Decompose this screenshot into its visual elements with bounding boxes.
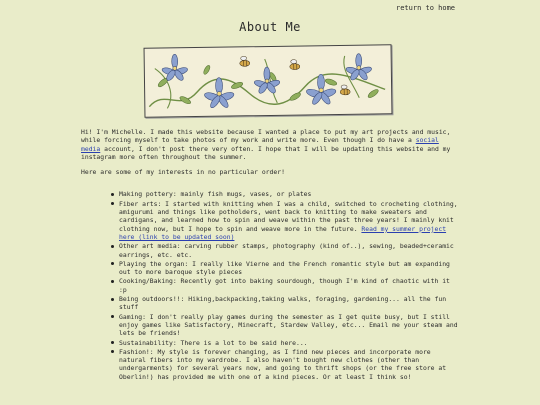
summer-project-link[interactable]: Read my summer project here (link to be updated soon) (119, 224, 447, 241)
list-item-fiber-arts: Fiber arts: I started with knitting when I was a child, switched to crocheting clothing, amigurumi and things like potholders, went back to knitting to make sweaters and cardigans, and learned how to spin and weave within the past three years! I mainly knit clothing now, but I hope to spin and weave more in the future. Read my summer project here (link to be updated soon) (119, 200, 461, 241)
list-item-outdoors: Being outdoors!!: Hiking,backpacking,taking walks, foraging, gardening... all the fun stuff (119, 295, 461, 312)
intro-paragraph: Hi! I'm Michelle. I made this website because I wanted a place to put my art projects and music, while forcing myself to take photos of my work and write more. Even though I do have a social media account, I don't post there very often. I hope that I will be updating this website and my instagram more often throughout the summer. (81, 128, 451, 161)
columbine-flowers-and-bees-illustration (145, 45, 392, 116)
about-content (81, 128, 461, 382)
list-item-organ: Playing the organ: I really like Vierne and the French romantic style but am expanding out to more baroque style pieces (119, 260, 461, 277)
page-title: About Me (239, 20, 301, 34)
social-media-link[interactable]: social media (81, 136, 439, 153)
interests-list (81, 190, 461, 381)
list-item-gaming: Gaming: I don't really play games during the semester as I get quite busy, but I still enjoy games like Satisfactory, Minecraft, Stardew Valley, etc... Email me your steam and lets be friends! (119, 313, 461, 338)
list-item-pottery: Making pottery: mainly fish mugs, vases, or plates (119, 190, 461, 198)
list-item-cooking: Cooking/Baking: Recently got into baking sourdough, though I'm kind of chaotic with it :p (119, 277, 461, 294)
list-item-sustainability: Sustainability: There is a lot to be said here... (119, 339, 461, 347)
interests-intro: Here are some of my interests in no particular order! (81, 168, 285, 177)
list-item-other-art: Other art media: carving rubber stamps, photography (kind of..), sewing, beaded+ceramic earrings, etc. etc. (119, 242, 461, 259)
list-item-fashion: Fashion!: My style is forever changing, as I find new pieces and incorporate more natural fibers into my wardrobe. I also haven't bought new clothes (other than undergarments) for several years now, and going to thrift shops (or the free store at Oberlin!) has provided me with one of a kind pieces. Or at least I think so! (119, 348, 461, 381)
return-home-link[interactable]: return to home (396, 4, 456, 12)
flower-bee-banner (144, 44, 393, 117)
